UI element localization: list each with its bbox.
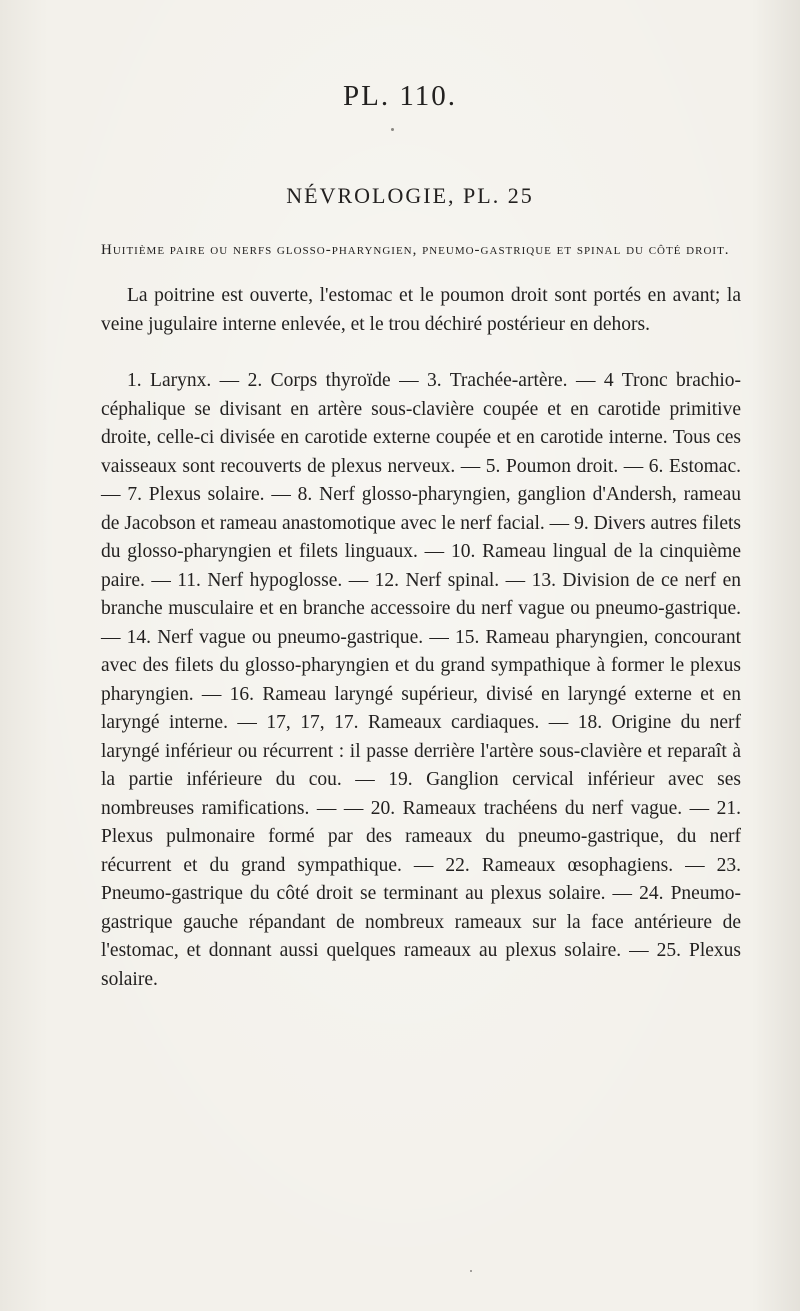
- intro-paragraph: La poitrine est ouverte, l'estomac et le poumon droit sont portés en avant; la veine jugulaire interne enlevée, et le trou déchiré postérieur en dehors.: [101, 285, 741, 335]
- section-title: NÉVROLOGIE, PL. 25: [286, 183, 534, 208]
- legend-paragraph: 1. Larynx. — 2. Corps thyroïde — 3. Trachée-artère. — 4 Tronc brachio-céphalique se divisant en artère sous-clavière coupée et en carotide primitive droite, celle-ci divisée en carotide externe coupée et en carotide interne. Tous ces vaisseaux sont recouverts de plexus nerveux. — 5. Poumon droit. — 6. Estomac. — 7. Plexus solaire. — 8. Nerf glosso-pharyngien, ganglion d'Andersh, rameau de Jacobson et rameau anastomotique avec le nerf facial. — 9. Divers autres filets du glosso-pharyngien et filets linguaux. — 10. Rameau lingual de la cinquième paire. — 11. Nerf hypoglosse. — 12. Nerf spinal. — 13. Division de ce nerf en branche musculaire et en branche accessoire du nerf vague ou pneumo-gastrique. — 14. Nerf vague ou pneumo-gastrique. — 15. Rameau pharyngien, concourant avec des filets du glosso-pharyngien et du grand sympathique à former le plexus pharyngien. — 16. Rameau laryngé supérieur, divisé en laryngé externe et en laryngé interne. — 17, 17, 17. Rameaux cardiaques. — 18. Origine du nerf laryngé inférieur ou récurrent : il passe derrière l'artère sous-clavière et reparaît à la partie inférieure du cou. — 19. Ganglion cervical inférieur avec ses nombreuses ramifications. — — 20. Rameaux trachéens du nerf vague. — 21. Plexus pulmonaire formé par des rameaux du pneumo-gastrique, du nerf récurrent et du grand sympathique. — 22. Rameaux œsophagiens. — 23. Pneumo-gastrique du côté droit se terminant au plexus solaire. — 24. Pneumo-gastrique gauche répandant de nombreux rameaux sur la face antérieure de l'estomac, et donnant aussi quelques rameaux au plexus solaire. — 25. Plexus solaire.: [101, 370, 741, 990]
- article-heading: Huitième paire ou nerfs glosso-pharyngien, pneumo-gastrique et spinal du côté droit.: [101, 242, 730, 258]
- print-speck: [391, 128, 394, 131]
- plate-number: PL. 110.: [342, 80, 458, 112]
- print-speck: [470, 1270, 472, 1272]
